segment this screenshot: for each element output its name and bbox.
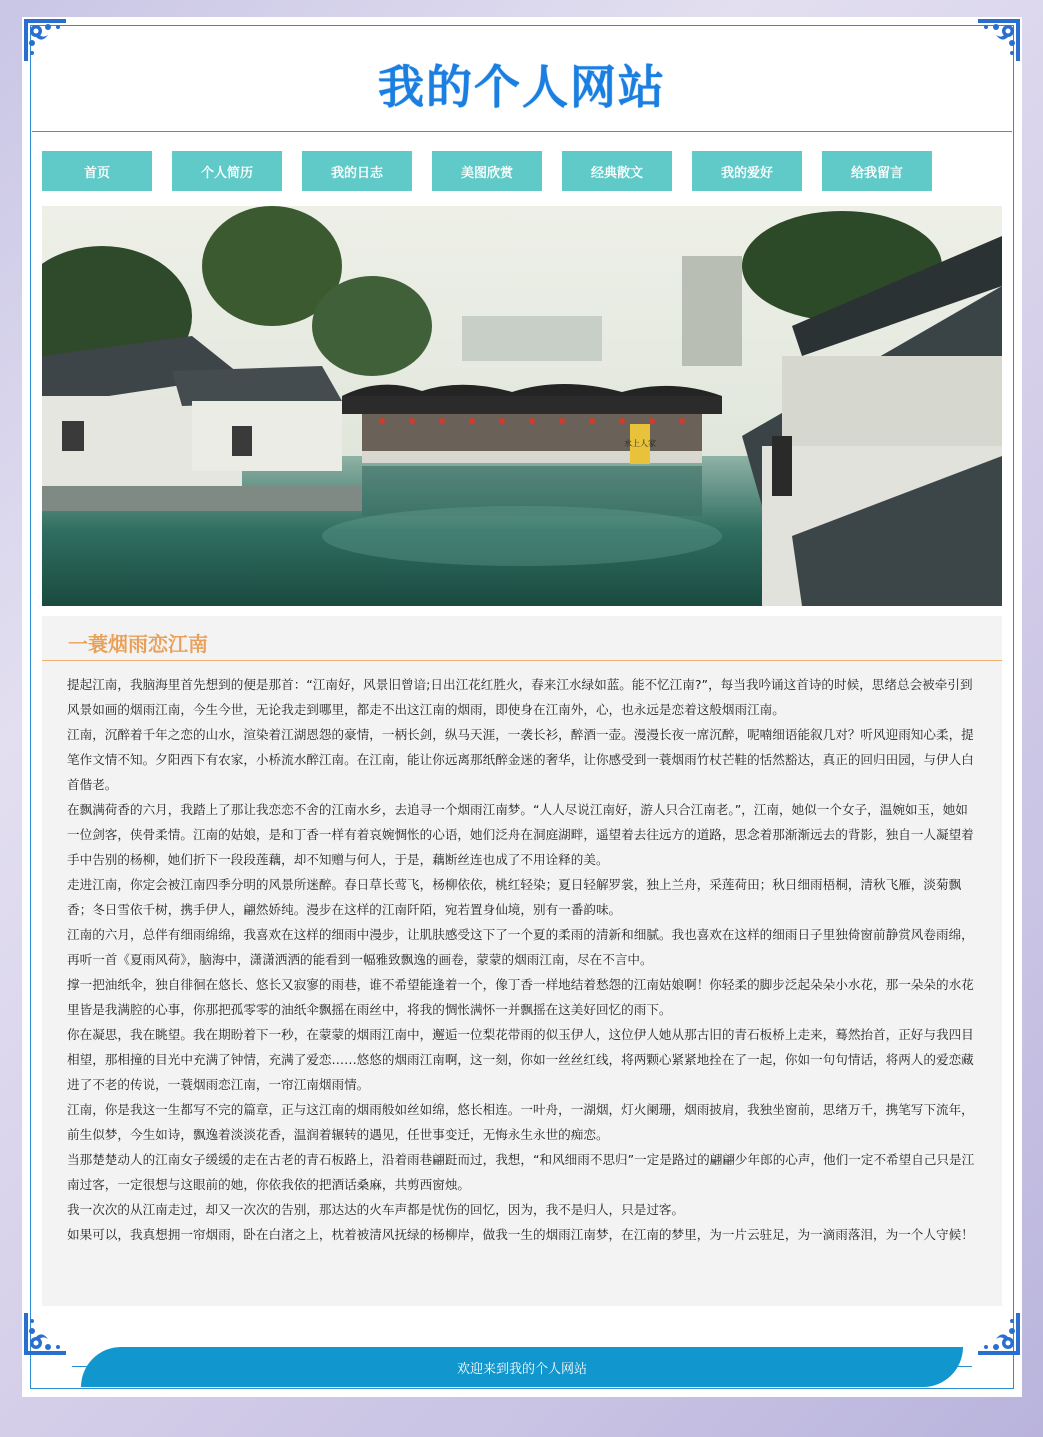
title-divider	[32, 131, 1012, 132]
svg-text:水上人家: 水上人家	[624, 439, 656, 448]
page-container	[22, 17, 1022, 1397]
article-paragraph: 你在凝思，我在眺望。我在期盼着下一秒，在蒙蒙的烟雨江南中，邂逅一位梨花带雨的似玉伊人，这位伊人她从那古旧的青石板桥上走来，蓦然抬首，正好与我四目相望，那相撞的目光中充满了钟情，充满了爱恋……悠悠的烟雨江南啊，这一刻，你如一丝丝红线，将两颗心紧紧地拴在了一起，你如一句句情话，将两人的爱恋藏进了不老的传说，一蓑烟雨恋江南，一帘江南烟雨情。	[67, 1027, 974, 1092]
site-title: 我的个人网站	[378, 60, 666, 114]
nav-item-home[interactable]: 首页	[42, 151, 152, 191]
article-paragraph: 我一次次的从江南走过，却又一次次的告别，那达达的火车声都是忧伤的回忆，因为，我不是归人，只是过客。	[67, 1202, 685, 1217]
nav-item-hobbies[interactable]: 我的爱好	[692, 151, 802, 191]
article-paragraph: 走进江南，你定会被江南四季分明的风景所迷醉。春日草长莺飞，杨柳依依，桃红轻染；夏日轻解罗裳，独上兰舟，采莲荷田；秋日细雨梧桐，清秋飞雁，淡菊飘香；冬日雪依千树，携手伊人，翩然娇纯。漫步在这样的江南阡陌，宛若置身仙境，别有一番韵味。	[67, 877, 962, 917]
article-title: 一蓑烟雨恋江南	[68, 632, 208, 656]
article-paragraph: 如果可以，我真想拥一帘烟雨，卧在白渚之上，枕着被清风抚绿的杨柳岸，做我一生的烟雨江南梦，在江南的梦里，为一片云驻足，为一滴雨落泪，为一个人守候！	[67, 1227, 974, 1242]
corner-ornament-icon	[22, 1311, 68, 1357]
nav-item-diary[interactable]: 我的日志	[302, 151, 412, 191]
banner-image	[42, 206, 1002, 606]
article-paragraph: 提起江南，我脑海里首先想到的便是那首：“江南好，风景旧曾谙;日出江花红胜火，春来江水绿如蓝。能不忆江南?”，每当我吟诵这首诗的时候，思绪总会被牵引到风景如画的烟雨江南，今生今世，无论我走到哪里，都走不出这江南的烟雨，即使身在江南外，心，也永远是恋着这般烟雨江南。	[67, 677, 973, 717]
water-town-scene	[42, 206, 1002, 606]
nav-item-gallery[interactable]: 美图欣赏	[432, 151, 542, 191]
article-paragraph: 在飘满荷香的六月，我踏上了那让我恋恋不舍的江南水乡，去追寻一个烟雨江南梦。“人人尽说江南好，游人只合江南老。”，江南，她似一个女子，温婉如玉，她如一位剑客，侠骨柔情。江南的姑娘，是和丁香一样有着哀婉惆怅的心语，她们泛舟在洞庭湖畔，遥望着去往远方的道路，思念着那渐渐远去的背影，独自一人凝望着手中告别的杨柳，她们折下一段段莲藕，却不知赠与何人，于是，藕断丝连也成了不用诠释的美。	[67, 802, 974, 867]
nav-item-guestbook[interactable]: 给我留言	[822, 151, 932, 191]
footer-text: 欢迎来到我的个人网站	[456, 1361, 587, 1377]
corner-ornament-icon	[976, 1311, 1022, 1357]
footer-bar	[81, 1347, 963, 1387]
main-nav	[42, 151, 932, 191]
article-paragraph: 当那楚楚动人的江南女子缓缓的走在古老的青石板路上，沿着雨巷翩跹而过，我想，“和风细雨不思归”一定是路过的翩翩少年郎的心声，他们一定不希望自己只是江南过客，一定很想与这眼前的她，你依我依的把酒话桑麻，共剪西窗烛。	[67, 1152, 975, 1192]
nav-item-essays[interactable]: 经典散文	[562, 151, 672, 191]
article-paragraph: 江南的六月，总伴有细雨绵绵，我喜欢在这样的细雨中漫步，让肌肤感受这下了一个夏的柔雨的清新和细腻。我也喜欢在这样的细雨日子里独倚窗前静赏风卷雨绵，再听一首《夏雨风荷》，脑海中，潇潇洒洒的能看到一幅雅致飘逸的画卷，蒙蒙的烟雨江南，尽在不言中。	[67, 927, 974, 967]
article-body	[67, 672, 977, 1247]
nav-item-resume[interactable]: 个人简历	[172, 151, 282, 191]
article-section	[42, 616, 1002, 1306]
article-paragraph: 江南，沉醉着千年之恋的山水，渲染着江湖恩怨的豪情，一柄长剑，纵马天涯，一袭长衫，醉酒一壶。漫漫长夜一席沉醉，呢喃细语能叙几对？听风迎雨知心柔，提笔作文情不知。夕阳西下有农家，小桥流水醉江南。在江南，能让你远离那纸醉金迷的奢华，让你感受到一蓑烟雨竹杖芒鞋的恬然豁达，真正的回归田园，与伊人白首偕老。	[67, 727, 974, 792]
article-divider	[42, 660, 1002, 661]
article-paragraph: 撑一把油纸伞，独自徘徊在悠长、悠长又寂寥的雨巷，谁不希望能逢着一个，像丁香一样地结着愁怨的江南姑娘啊！你轻柔的脚步泛起朵朵小水花，那一朵朵的水花里皆是我满腔的心事，你那把孤零零的油纸伞飘摇在雨丝中，将我的惆怅满怀一并飘摇在这美好回忆的雨下。	[67, 977, 974, 1017]
article-paragraph: 江南，你是我这一生都写不完的篇章，正与这江南的烟雨般如丝如绵，悠长相连。一叶舟，一湖烟，灯火阑珊，烟雨披肩，我独坐窗前，思绪万千，携笔写下流年，前生似梦，今生如诗，飘逸着淡淡花香，温润着辗转的遇见，任世事变迁，无悔永生永世的痴恋。	[67, 1102, 974, 1142]
